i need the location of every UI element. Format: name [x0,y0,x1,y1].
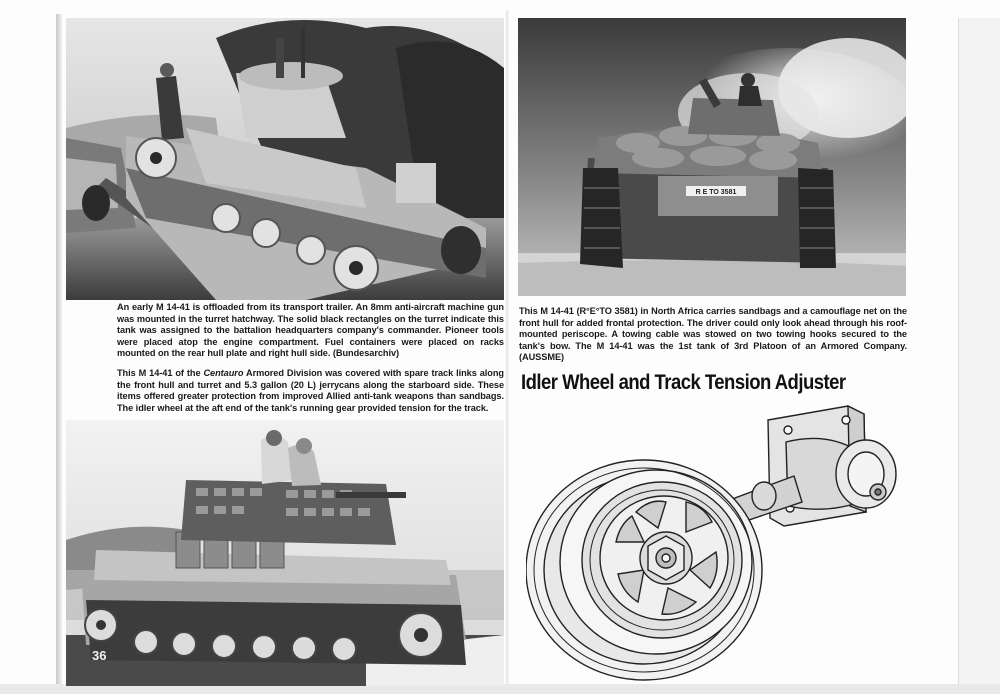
caption-centauro-rest: Armored Division was covered with spare track links along the front hull and turret and 5.3 gallon (20 L) jerrycans along the starboard side. These items offered greater protection from improved Allied anti-tank weapons than sandbags. The idler wheel at the aft end of the tank's running gear provided tension for the track. [117,368,504,413]
page-number: 36 [92,648,107,663]
photo-tank-north-africa-sandbags [518,18,906,296]
photo-tank-centauro-division [66,420,504,686]
tank-registration-plate: R E TO 3581 [695,189,737,196]
page-left-edge-shadow [56,14,62,684]
caption-centauro-division-name: Centauro [203,368,244,378]
caption-centauro-prefix: This M 14-41 of the [117,368,204,378]
caption-offloaded-tank: An early M 14-41 is offloaded from its transport trailer. An 8mm anti-aircraft machine gun was mounted in the turret hatchway. The solid black rectangles on the turret indicate this tank was assigned to the battalion headquarters company's commander. Pioneer tools were placed atop the engine compartment. Fuel containers were placed on racks mounted on the rear hull plate and right hull side. (Bundesarchiv) [117,302,504,359]
caption-north-africa-tank: This M 14-41 (R°E°TO 3581) in North Africa carries sandbags and a camouflage net on the front hull for added frontal protection. The driver could only look ahead through his roof-mounted periscope. A towing cable was stowed on two towing hooks secured to the tank's bow. The M 14-41 was the 1st tank of 3rd Platoon of an Armored Company. (AUSSME) [519,306,907,363]
next-page-edge [958,18,1000,694]
section-title: Idler Wheel and Track Tension Adjuster [521,370,846,394]
page-gutter [506,10,509,690]
caption-centauro-tank [117,368,504,414]
idler-wheel-drawing [526,402,898,684]
photo-tank-offloaded-from-trailer [66,18,504,300]
